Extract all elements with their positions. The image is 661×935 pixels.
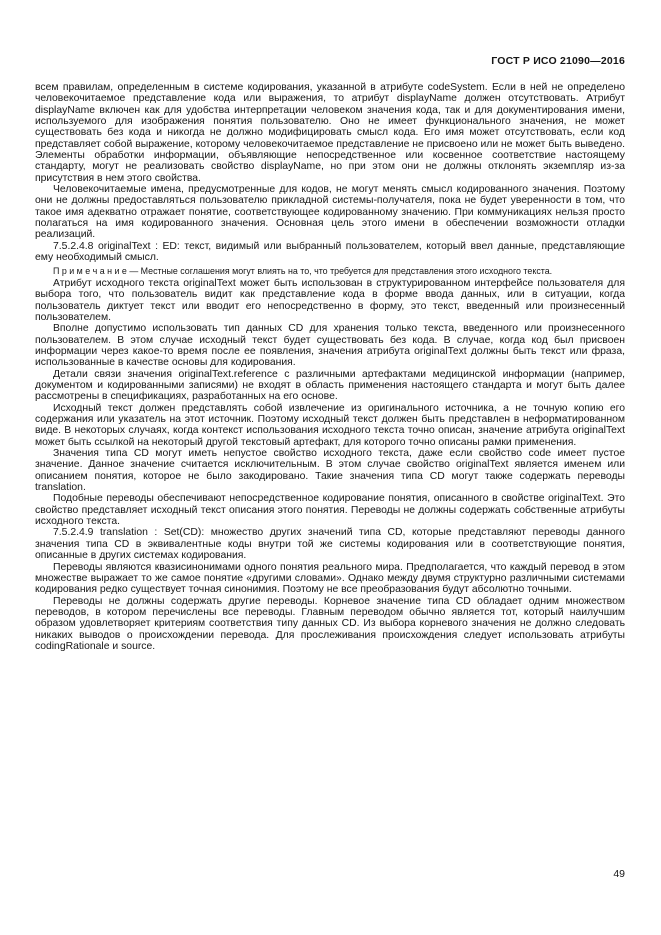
paragraph: Подобные переводы обеспечивают непосредственное кодирование понятия, описанного в свойстве originalText. Это свойство представляет исходный текст описания этого понятия. Переводы не должны содержать собственные атрибуты исходного текста.	[35, 493, 625, 528]
paragraph-section-7-5-2-4-9: 7.5.2.4.9 translation : Set(CD): множество других значений типа CD, которые представляют переводы данного значения типа CD в эквивалентные коды внутри той же системы кодирования или в соответствующие понятия, описанные в других системах кодирования.	[35, 527, 625, 562]
page-footer	[35, 868, 625, 880]
paragraph: Атрибут исходного текста originalText может быть использован в структурированном интерфейсе пользователя для выбора того, что пользователь видит как представление кода в форме ввода данных, или в ситуации, когда пользователь диктует текст или вводит его непосредственно в форму, это текст, введенный или произнесенный пользователем.	[35, 277, 625, 323]
document-header	[35, 55, 625, 67]
paragraph: Переводы не должны содержать другие переводы. Корневое значение типа CD обладает одним множеством переводов, в котором перечислены все переводы. Главным переводом обычно является тот, который наилучшим образом удовлетворяет критериям соответствия типу данных CD. Из выбора корневого значения не должно следовать никаких выводов о происхождении перевода. Для прослеживания происхождения следует использовать атрибуты codingRationale и source.	[35, 595, 625, 652]
paragraph-section-7-5-2-4-8: 7.5.2.4.8 originalText : ED: текст, видимый или выбранный пользователем, который ввел данные, представляющие ему необходимый смысл.	[35, 240, 625, 264]
paragraph: Человекочитаемые имена, предусмотренные для кодов, не могут менять смысл кодированного значения. Поэтому они не должны предоставляться пользователю прикладной системы-получателя, пока не будет уверенности в том, что такое имя адекватно отражает понятие, соответствующее кодированному значению. При коммуникациях нельзя просто полагаться на имя кодированного значения. Основная цель этого имени в обеспечении возможности отладки реализаций.	[35, 184, 625, 241]
paragraph-note: П р и м е ч а н и е — Местные соглашения могут влиять на то, что требуется для представления этого исходного текста.	[53, 265, 553, 276]
paragraph: Вполне допустимо использовать тип данных CD для хранения только текста, введенного или произнесенного пользователем. В этом случае исходный текст будет существовать без кода. В случае, когда код был присвоен информации через какое-то время после ее появления, значения атрибута originalText должны быть текст или фраза, использованные в качестве основы для кодирования.	[35, 323, 625, 369]
paragraph: Исходный текст должен представлять собой извлечение из оригинального источника, а не точную копию его содержания или указатель на этот источник. Поэтому исходный текст должен быть представлен в неформатированном виде. В некоторых случаях, когда контекст использования исходного текста точно описан, значение атрибута originalText может быть ссылкой на некоторый другой текстовый артефакт, для которого точно описаны рамки применения.	[35, 402, 625, 448]
paragraph-continuation: всем правилам, определенным в системе кодирования, указанной в атрибуте codeSystem. Если в ней не определено человекочитаемое представление кода или выражения, то атрибут displayName должен отсутствовать. Атрибут displayName включен как для удобства интерпретации человеком значения кода, так и для документирования имени, используемого для изображения понятия пользователю. Оно не имеет функционального значения, не может существовать без кода и никогда не должно модифицировать смысл кода. Его имя может отсутствовать, если код представляет собой выражение, которому человекочитаемое представление не присвоено или не может быть выведено. Элементы обработки информации, объявляющие непосредственное или косвенное соответствие настоящему стандарту, могут не реализовать свойство displayName, но при этом они не должны отклонять экземпляр из-за присутствия в нем этого свойства.	[35, 82, 625, 184]
page-number: 49	[613, 868, 625, 880]
paragraph: Переводы являются квазисинонимами одного понятия реального мира. Предполагается, что каждый перевод в этом множестве выражает то же самое понятие «другими словами». Однако между двумя структурно различными системами кодирования редко существует точная синонимия. Поэтому не все преобразования будут абсолютно точными.	[35, 561, 625, 596]
paragraph: Детали связи значения originalText.reference с различными артефактами медицинской информации (например, документом и кодированными записями) не входят в область применения настоящего стандарта и могут быть далее рассмотрены в спецификациях, разработанных на его основе.	[35, 368, 625, 403]
paragraph: Значения типа CD могут иметь непустое свойство исходного текста, даже если свойство code имеет пустое значение. Данное значение считается исключительным. В этом случае свойство originalText является именем или описанием понятия, которое не было закодировано. Такие значения типа CD могут также содержать переводы translation.	[35, 448, 625, 494]
standard-number: ГОСТ Р ИСО 21090—2016	[491, 55, 625, 67]
document-body	[35, 82, 625, 652]
